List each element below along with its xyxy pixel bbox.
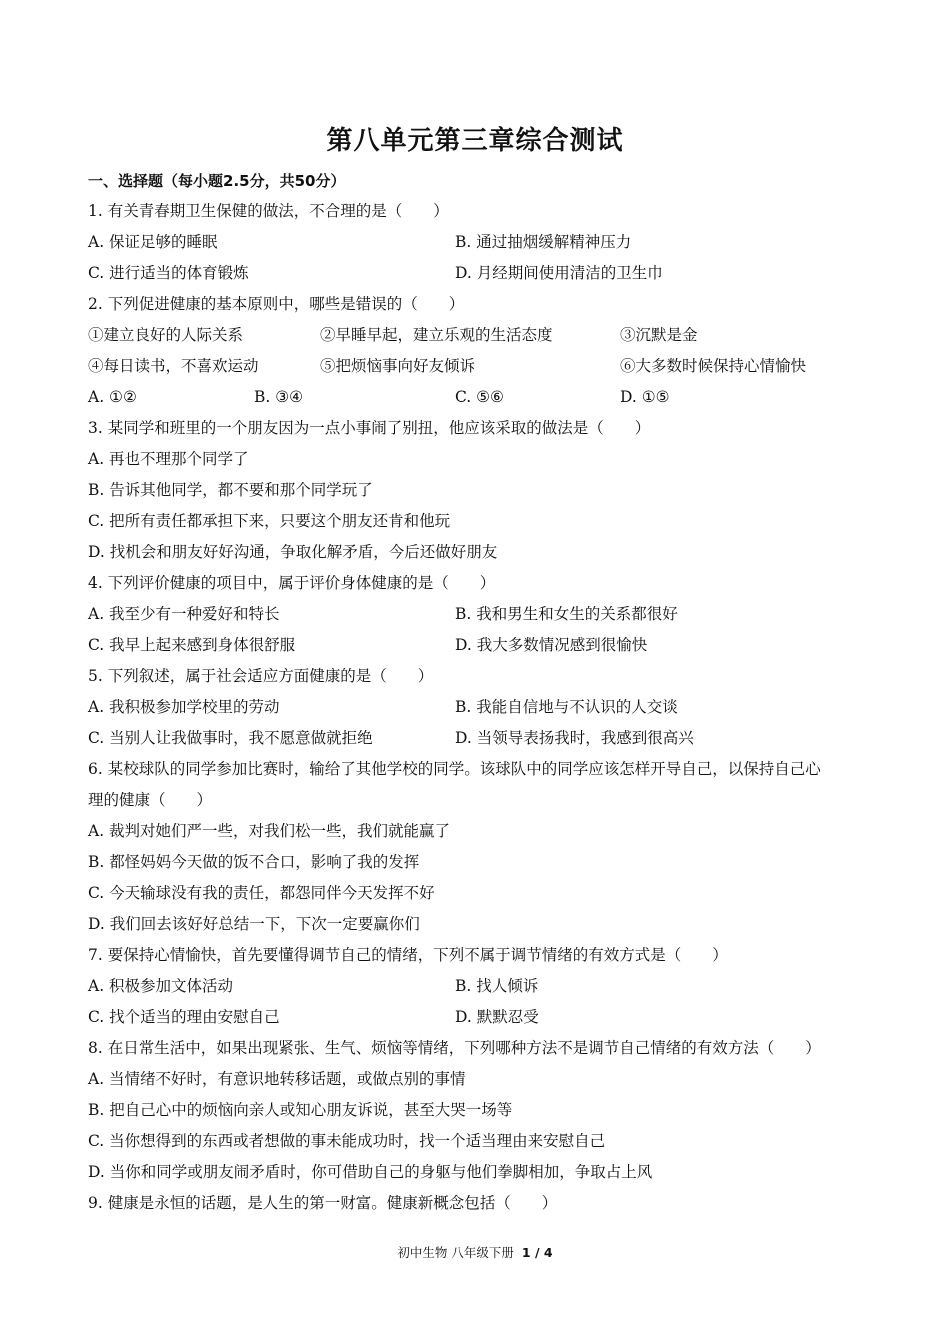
question-stem: 6. 某校球队的同学参加比赛时，输给了其他学校的同学。该球队中的同学应该怎样开导自己，以保持自己心: [88, 760, 821, 778]
page-footer: [0, 1243, 950, 1261]
item: ③沉默是金: [620, 326, 698, 344]
option-d: D. 找机会和朋友好好沟通，争取化解矛盾，今后还做好朋友: [88, 543, 498, 561]
options-row: [88, 692, 868, 723]
option-b: B. 都怪妈妈今天做的饭不合口，影响了我的发挥: [88, 853, 420, 871]
option-a: A. 我至少有一种爱好和特长: [88, 605, 280, 623]
options-row: [88, 382, 868, 413]
question-stem: 3. 某同学和班里的一个朋友因为一点小事闹了别扭，他应该采取的做法是（ ）: [88, 419, 651, 437]
option-c: C. 当你想得到的东西或者想做的事未能成功时，找一个适当理由来安慰自己: [88, 1132, 606, 1150]
option-d: D. 月经期间使用清洁的卫生巾: [455, 264, 663, 282]
question-stem: 8. 在日常生活中，如果出现紧张、生气、烦恼等情绪，下列哪种方法不是调节自己情绪的有效方法（ ）: [88, 1039, 821, 1057]
option-b: B. ③④: [254, 388, 304, 406]
question-list: [88, 196, 868, 1219]
option-b: B. 把自己心中的烦恼向亲人或知心朋友诉说，甚至大哭一场等: [88, 1101, 513, 1119]
items-row: [88, 320, 868, 351]
footer-text: 初中生物 八年级下册: [397, 1245, 514, 1260]
options-row: [88, 1002, 868, 1033]
option-b: B. 找人倾诉: [455, 977, 539, 995]
page-title: 第八单元第三章综合测试: [326, 126, 624, 156]
option-b: B. 我和男生和女生的关系都很好: [455, 605, 678, 623]
option-c: C. 把所有责任都承担下来，只要这个朋友还肯和他玩: [88, 512, 451, 530]
options-row: [88, 630, 868, 661]
option-d: D. 当你和同学或朋友闹矛盾时，你可借助自己的身躯与他们拳脚相加，争取占上风: [88, 1163, 653, 1181]
question-stem: 2. 下列促进健康的基本原则中，哪些是错误的（ ）: [88, 295, 465, 313]
option-a: A. ①②: [88, 388, 137, 406]
items-row: [88, 351, 868, 382]
options-row: [88, 599, 868, 630]
option-d: D. 我们回去该好好总结一下，下次一定要赢你们: [88, 915, 420, 933]
item: ⑤把烦恼事向好友倾诉: [320, 357, 476, 375]
item: ②早睡早起，建立乐观的生活态度: [320, 326, 553, 344]
option-c: C. ⑤⑥: [455, 388, 504, 406]
option-d: D. 默默忍受: [455, 1008, 539, 1026]
question-stem: 9. 健康是永恒的话题，是人生的第一财富。健康新概念包括（ ）: [88, 1194, 558, 1212]
question-stem: 1. 有关青春期卫生保健的做法，不合理的是（ ）: [88, 202, 449, 220]
option-d: D. 我大多数情况感到很愉快: [455, 636, 648, 654]
option-a: A. 当情绪不好时，有意识地转移话题，或做点别的事情: [88, 1070, 466, 1088]
page-number: 1 / 4: [521, 1245, 553, 1260]
options-row: [88, 258, 868, 289]
option-a: A. 保证足够的睡眠: [88, 233, 218, 251]
item: ④每日读书，不喜欢运动: [88, 357, 259, 375]
option-c: C. 当别人让我做事时，我不愿意做就拒绝: [88, 729, 373, 747]
option-d: D. 当领导表扬我时，我感到很高兴: [455, 729, 694, 747]
options-row: [88, 971, 868, 1002]
option-b: B. 我能自信地与不认识的人交谈: [455, 698, 678, 716]
option-c: C. 我早上起来感到身体很舒服: [88, 636, 296, 654]
option-b: B. 告诉其他同学，都不要和那个同学玩了: [88, 481, 373, 499]
item: ①建立良好的人际关系: [88, 326, 244, 344]
options-row: [88, 227, 868, 258]
question-stem-continued: 理的健康（ ）: [88, 791, 213, 809]
option-c: C. 今天输球没有我的责任，都怨同伴今天发挥不好: [88, 884, 435, 902]
option-c: C. 找个适当的理由安慰自己: [88, 1008, 280, 1026]
section-heading: 一、选择题（每小题2.5分，共50分）: [88, 172, 346, 190]
options-row: [88, 723, 868, 754]
question-stem: 5. 下列叙述，属于社会适应方面健康的是（ ）: [88, 667, 434, 685]
option-a: A. 裁判对她们严一些，对我们松一些，我们就能赢了: [88, 822, 451, 840]
option-a: A. 我积极参加学校里的劳动: [88, 698, 280, 716]
option-a: A. 积极参加文体活动: [88, 977, 234, 995]
option-a: A. 再也不理那个同学了: [88, 450, 249, 468]
item: ⑥大多数时候保持心情愉快: [620, 357, 807, 375]
option-b: B. 通过抽烟缓解精神压力: [455, 233, 632, 251]
question-stem: 7. 要保持心情愉快，首先要懂得调节自己的情绪，下列不属于调节情绪的有效方式是（ ）: [88, 946, 728, 964]
option-d: D. ①⑤: [620, 388, 670, 406]
option-c: C. 进行适当的体育锻炼: [88, 264, 249, 282]
question-stem: 4. 下列评价健康的项目中，属于评价身体健康的是（ ）: [88, 574, 496, 592]
